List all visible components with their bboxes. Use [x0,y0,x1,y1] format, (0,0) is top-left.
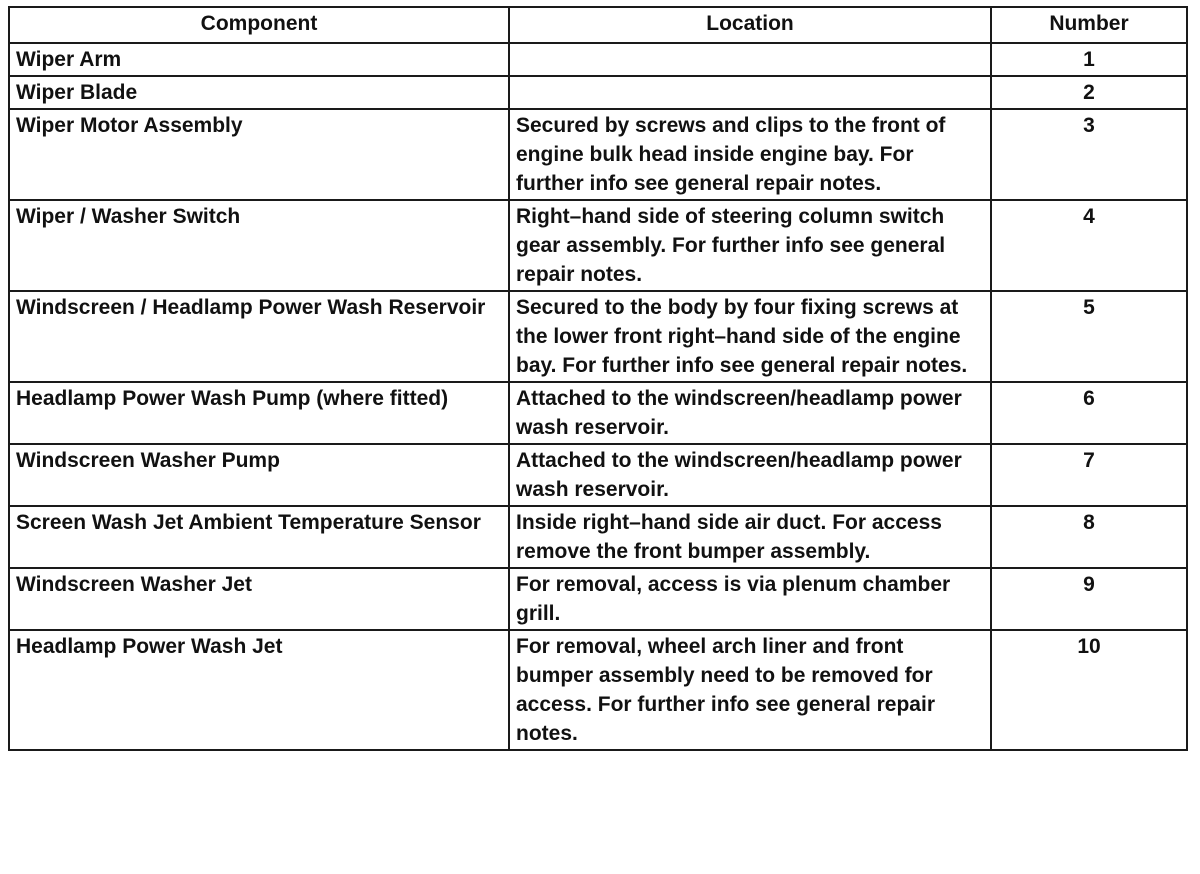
header-component: Component [9,7,509,43]
cell-location: Inside right–hand side air duct. For access remove the front bumper assembly. [509,506,991,568]
cell-location: Secured by screws and clips to the front of engine bulk head inside engine bay. For further info see general repair notes. [509,109,991,200]
cell-component: Headlamp Power Wash Pump (where fitted) [9,382,509,444]
cell-number: 3 [991,109,1187,200]
cell-component: Wiper / Washer Switch [9,200,509,291]
table-row [9,382,1187,444]
cell-location: Secured to the body by four fixing screws at the lower front right–hand side of the engine bay. For further info see general repair notes. [509,291,991,382]
table-row [9,444,1187,506]
cell-component: Windscreen / Headlamp Power Wash Reservoir [9,291,509,382]
cell-component: Headlamp Power Wash Jet [9,630,509,750]
component-location-table [8,6,1188,751]
cell-component: Windscreen Washer Jet [9,568,509,630]
header-location: Location [509,7,991,43]
cell-number: 9 [991,568,1187,630]
cell-number: 10 [991,630,1187,750]
cell-number: 2 [991,76,1187,109]
cell-number: 6 [991,382,1187,444]
table-row [9,76,1187,109]
table-row [9,506,1187,568]
table-row [9,109,1187,200]
cell-location [509,43,991,76]
cell-component: Screen Wash Jet Ambient Temperature Sensor [9,506,509,568]
cell-location: For removal, access is via plenum chamber grill. [509,568,991,630]
table-row [9,200,1187,291]
header-number: Number [991,7,1187,43]
cell-location: Right–hand side of steering column switch gear assembly. For further info see general repair notes. [509,200,991,291]
cell-location: For removal, wheel arch liner and front bumper assembly need to be removed for access. For further info see general repair notes. [509,630,991,750]
cell-location: Attached to the windscreen/headlamp power wash reservoir. [509,444,991,506]
cell-number: 7 [991,444,1187,506]
table-row [9,568,1187,630]
table-row [9,630,1187,750]
table-row [9,291,1187,382]
cell-component: Wiper Arm [9,43,509,76]
cell-component: Windscreen Washer Pump [9,444,509,506]
table-header-row [9,7,1187,43]
cell-number: 8 [991,506,1187,568]
cell-number: 4 [991,200,1187,291]
table-row [9,43,1187,76]
cell-component: Wiper Blade [9,76,509,109]
cell-component: Wiper Motor Assembly [9,109,509,200]
cell-location [509,76,991,109]
cell-number: 1 [991,43,1187,76]
cell-number: 5 [991,291,1187,382]
cell-location: Attached to the windscreen/headlamp power wash reservoir. [509,382,991,444]
